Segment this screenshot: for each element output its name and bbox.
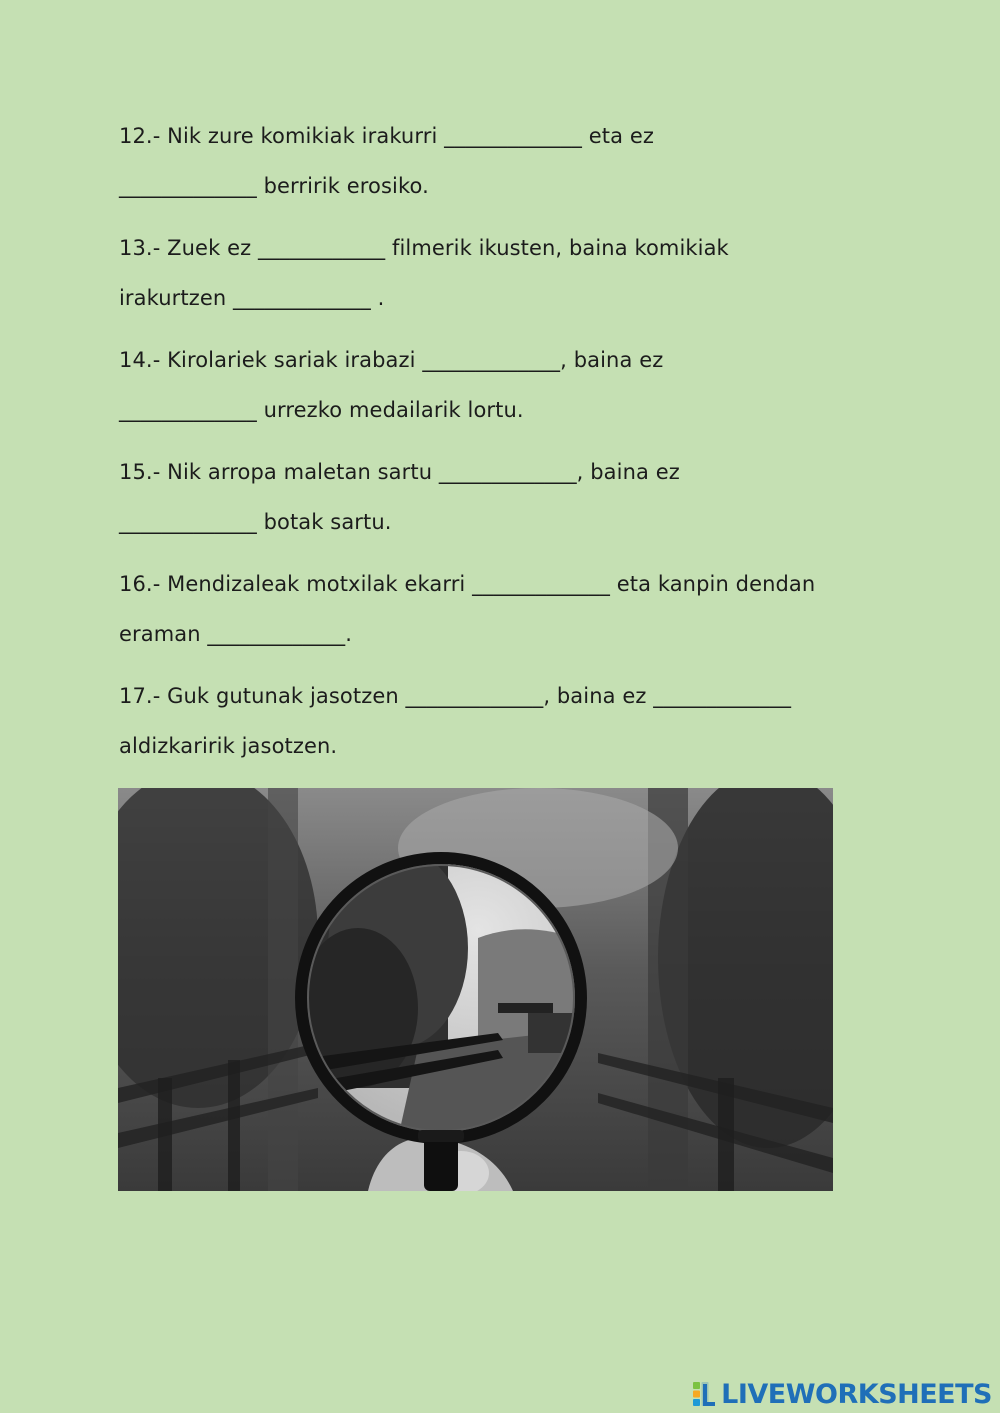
liveworksheets-logo-icon (693, 1380, 719, 1408)
exercise-16 (119, 559, 899, 659)
exercise-12 (119, 111, 899, 211)
exercise-17 (119, 671, 899, 771)
exercise-line: 15.- Nik arropa maletan sartu _____________, baina ez (119, 460, 680, 484)
exercise-13 (119, 223, 899, 323)
exercise-line: _____________ berririk erosiko. (119, 174, 429, 198)
exercise-line: _____________ botak sartu. (119, 510, 392, 534)
exercise-line: eraman _____________. (119, 622, 353, 646)
liveworksheets-wordmark: LIVEWORKSHEETS (721, 1378, 992, 1410)
exercise-14 (119, 335, 899, 435)
exercise-line: 14.- Kirolariek sariak irabazi _____________, baina ez (119, 348, 664, 372)
exercise-15 (119, 447, 899, 547)
exercise-line: 16.- Mendizaleak motxilak ekarri _____________ eta kanpin dendan (119, 572, 816, 596)
exercise-line: _____________ urrezko medailarik lortu. (119, 398, 524, 422)
exercise-line: 13.- Zuek ez ____________ filmerik ikusten, baina komikiak (119, 236, 729, 260)
exercise-line: 17.- Guk gutunak jasotzen _____________, baina ez _____________ (119, 684, 792, 708)
exercise-line: 12.- Nik zure komikiak irakurri _____________ eta ez (119, 124, 654, 148)
magnifying-glass-forest-photo (118, 788, 833, 1191)
liveworksheets-logo (693, 1377, 992, 1411)
exercise-line: irakurtzen _____________ . (119, 286, 385, 310)
exercise-line: aldizkaririk jasotzen. (119, 734, 338, 758)
